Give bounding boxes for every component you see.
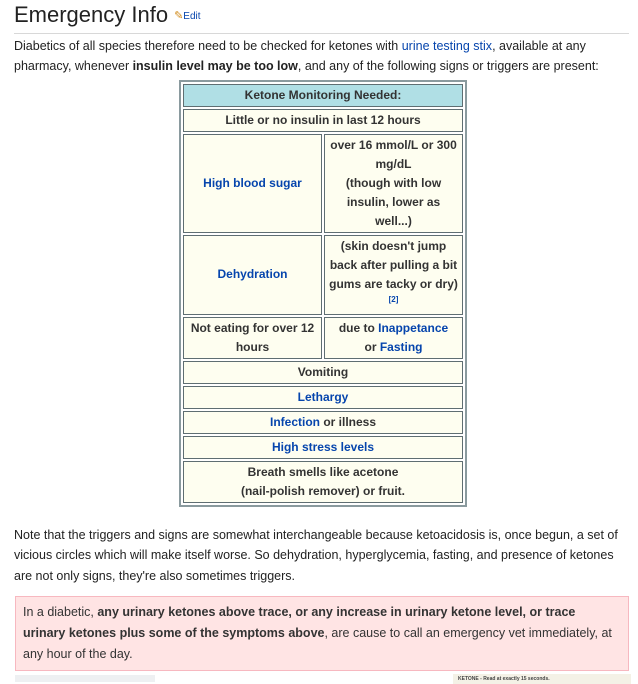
heading-title: Emergency Info <box>14 2 169 27</box>
table-row <box>183 386 463 409</box>
table-row: Breath smells like acetone (nail-polish remover) or fruit. <box>183 461 463 503</box>
infection-link[interactable]: Infection <box>269 414 320 429</box>
table-cell: Not eating for over 12 hours <box>183 317 322 359</box>
fasting-link[interactable]: Fasting <box>379 339 423 354</box>
edit-label[interactable]: Edit <box>183 10 201 22</box>
divider <box>14 33 629 34</box>
intro-paragraph: Diabetics of all species therefore need to be checked for ketones with urine testing stix, available at any pharmacy, whenever insulin level may be too low, and any of the following signs or triggers are present: <box>14 38 599 73</box>
note-paragraph: Note that the triggers and signs are somewhat interchangeable because ketoacidosis is, once begun, a set of vicious circles which will make itself worse. So dehydration, hyperglycemia, fasting, and presence of ketones are not only signs, they're also sometimes triggers. <box>14 527 618 583</box>
emergency-alert-box: In a diabetic, any urinary ketones above trace, or any increase in urinary ketone level, or trace urinary ketones plus some of the symptoms above, are cause to call an emergency vet immediately, at any hour of the day. <box>15 596 629 671</box>
dehydration-link[interactable]: Dehydration <box>217 267 288 282</box>
image-strip-row <box>14 674 629 684</box>
table-row <box>183 436 463 459</box>
lethargy-link[interactable]: Lethargy <box>297 389 349 404</box>
table-cell: (skin doesn't jump back after pulling a bit gums are tacky or dry)[2] <box>324 235 463 315</box>
reference-link[interactable]: [2] <box>388 294 399 304</box>
pencil-icon: ✎ <box>174 9 184 22</box>
table-cell <box>183 235 322 315</box>
table-cell <box>183 134 322 233</box>
table-row: Infection or illness <box>183 411 463 434</box>
ketone-strip-image: KETONE - Read at exactly 15 seconds. <box>453 674 631 684</box>
table-header: Ketone Monitoring Needed: <box>183 84 463 107</box>
table-cell: due to Inappetance or Fasting <box>324 317 463 359</box>
table-row: Little or no insulin in last 12 hours <box>183 109 463 132</box>
urine-testing-stix-link[interactable]: urine testing stix <box>401 38 493 53</box>
table-row: Vomiting <box>183 361 463 384</box>
section-heading <box>14 0 629 30</box>
image-thumbnail <box>15 675 155 682</box>
high-blood-sugar-link[interactable]: High blood sugar <box>203 175 302 190</box>
table-cell: over 16 mmol/L or 300 mg/dL (though with low insulin, lower as well...) <box>324 134 463 233</box>
high-stress-link[interactable]: High stress levels <box>271 439 375 454</box>
edit-link[interactable] <box>174 11 200 22</box>
ketone-monitoring-table <box>179 80 467 507</box>
inappetance-link[interactable]: Inappetance <box>378 320 449 335</box>
